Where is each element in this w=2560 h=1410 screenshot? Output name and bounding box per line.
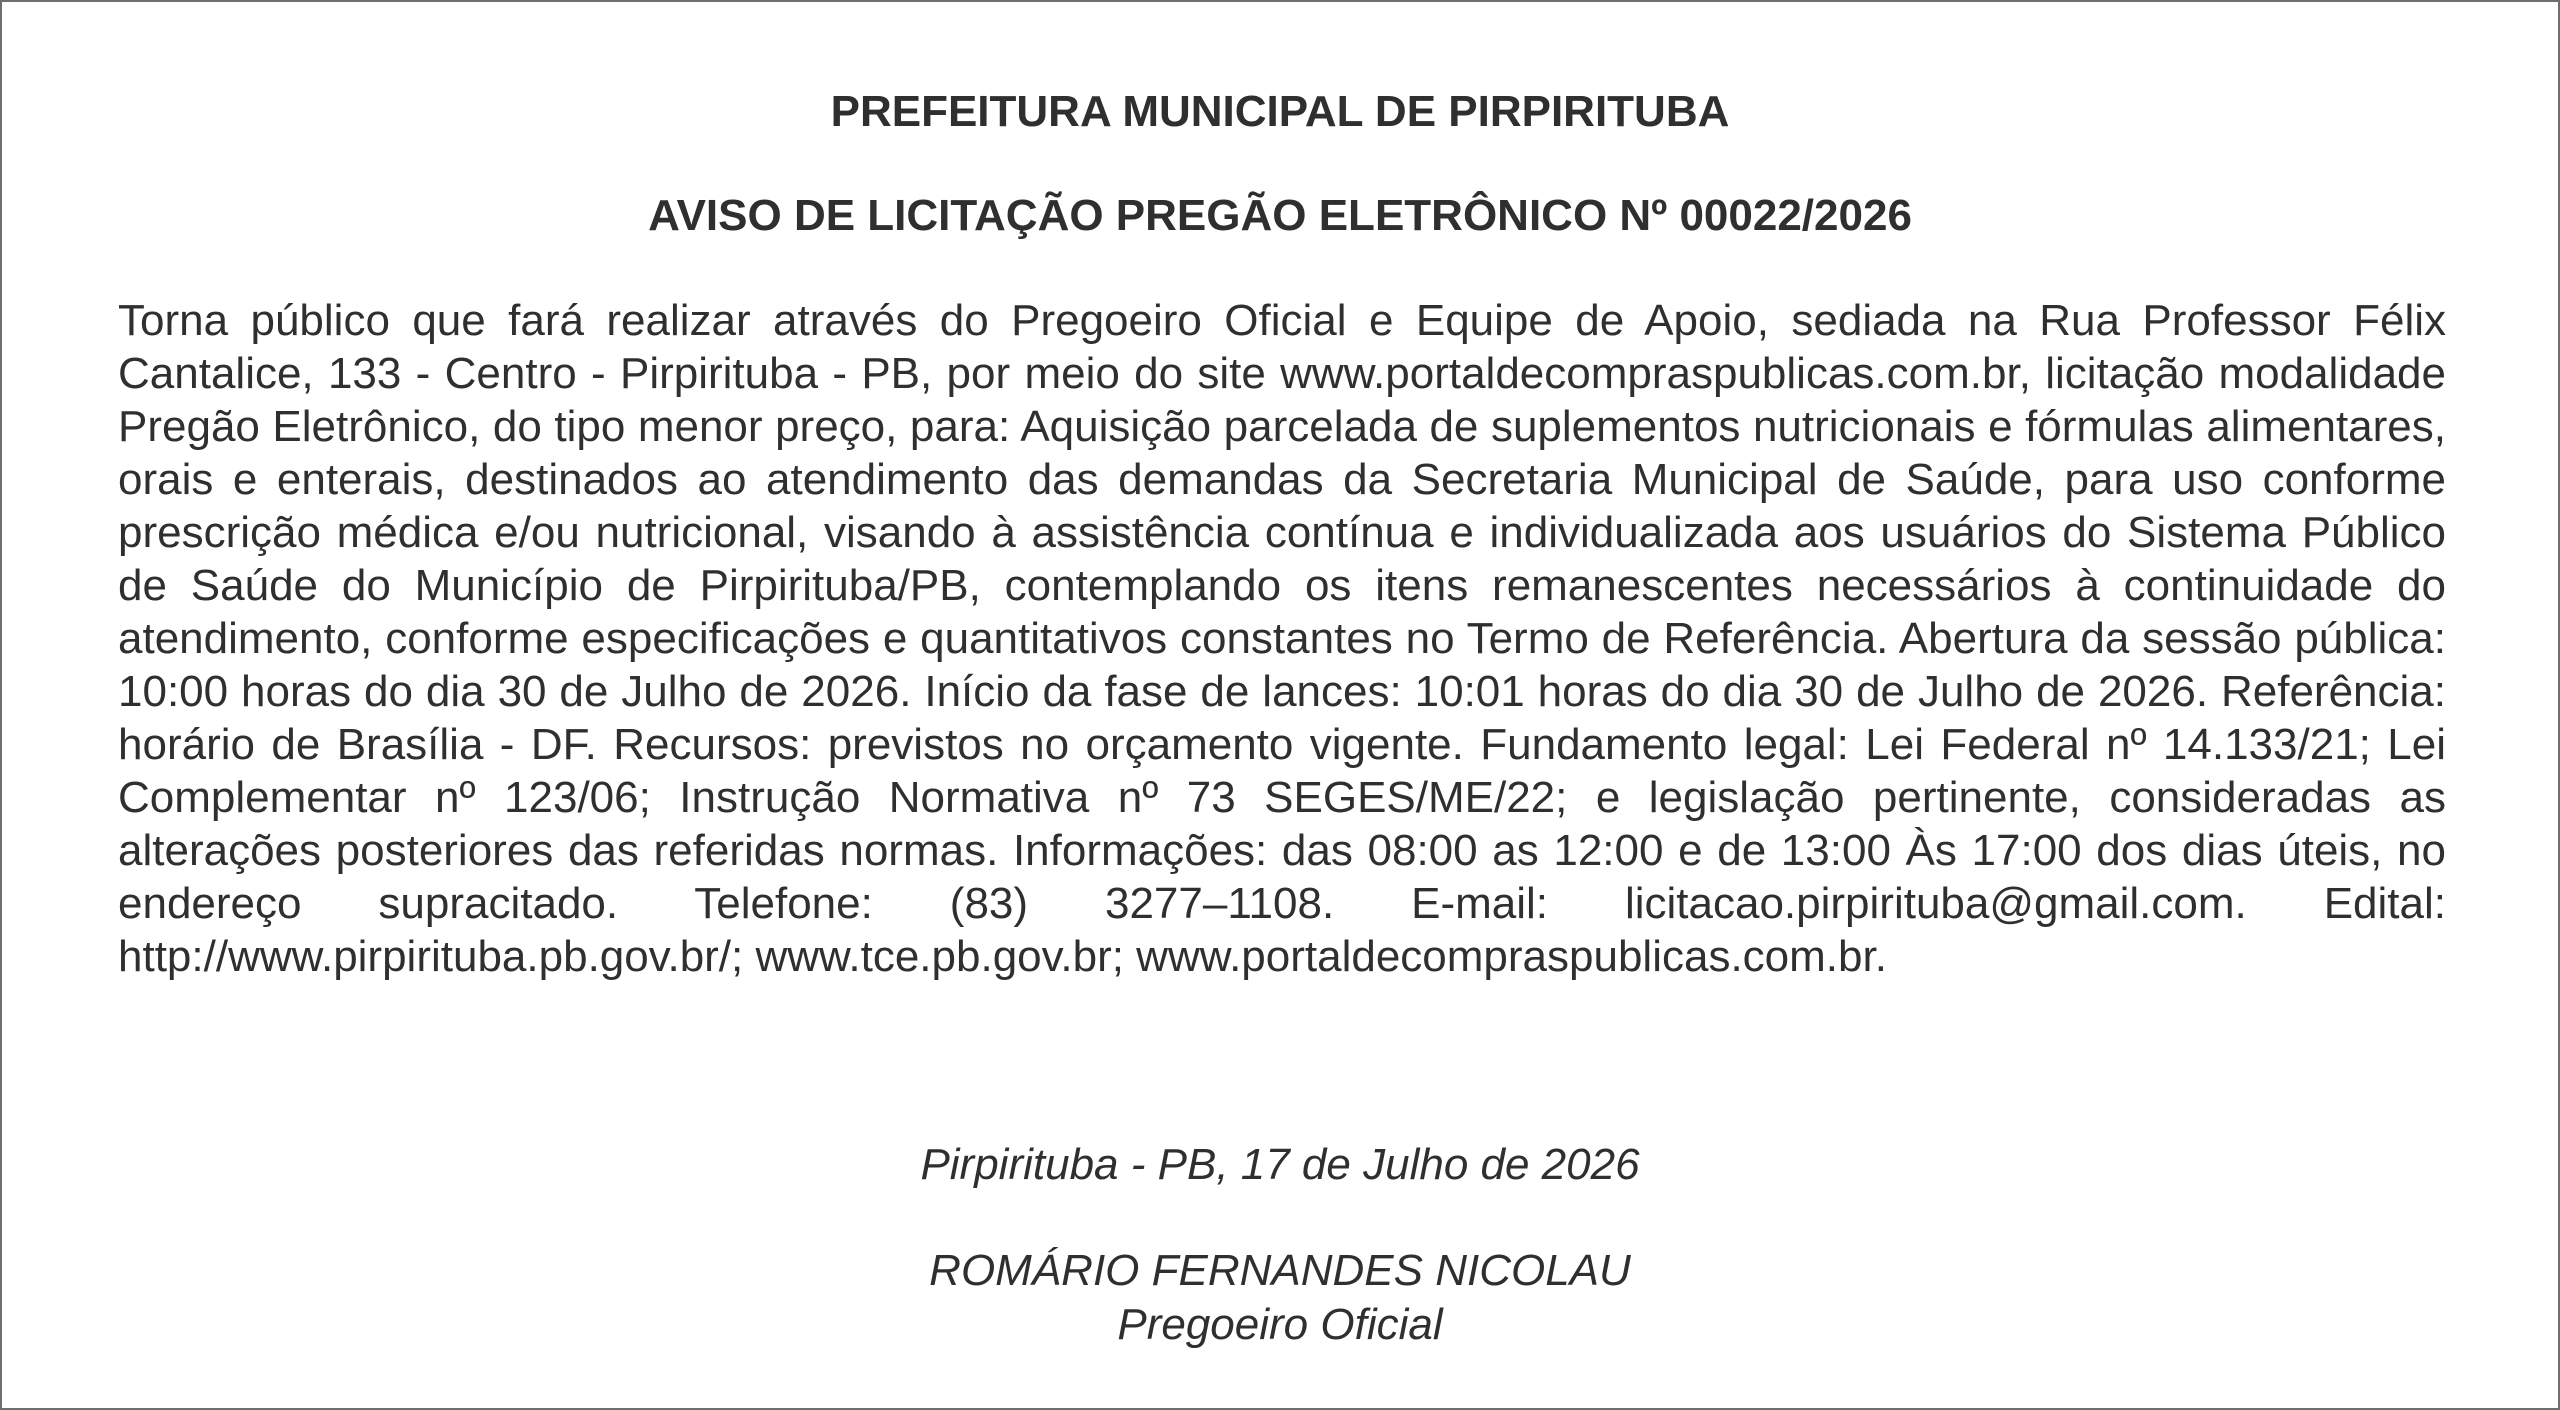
issuing-entity: PREFEITURA MUNICIPAL DE PIRPIRITUBA bbox=[830, 87, 1730, 136]
notice-body: Torna público que fará realizar através do Pregoeiro Oficial e Equipe de Apoio, sediada na Rua Professor Félix Cantalice, 133 - Centro - Pirpirituba - PB, por meio do site www.portaldecompraspublicas.com.br, licitação modalidade Pregão Eletrônico, do tipo menor preço, para: Aquisição parcelada de suplementos nutricionais e fórmulas alimentares, orais e enterais, destinados ao atendimento das demandas da Secretaria Municipal de Saúde, para uso conforme prescrição médica e/ou nutricional, visando à assistência contínua e individualizada aos usuários do Sistema Público de Saúde do Município de Pirpirituba/PB, contemplando os itens remanescentes necessários à continuidade do atendimento, conforme especificações e quantitativos constantes no Termo de Referência. Abertura da sessão pública: 10:00 horas do dia 30 de Julho de 2026. Início da fase de lances: 10:01 horas do dia 30 de Julho de 2026. Referência: horário de Brasília - DF. Recursos: previstos no orçamento vigente. Fundamento legal: Lei Federal nº 14.133/21; Lei Complementar nº 123/06; Instrução Normativa nº 73 SEGES/ME/22; e legislação pertinente, consideradas as alterações posteriores das referidas normas. Informações: das 08:00 as 12:00 e de 13:00 Às 17:00 dos dias úteis, no endereço supracitado. Telefone: (83) 3277–1108. E-mail: licitacao.pirpirituba@gmail.com. Edital: http://www.pirpirituba.pb.gov.br/; www.tce.pb.gov.br; www.portaldecompraspublicas.com.br. bbox=[118, 296, 2446, 981]
notice-title: AVISO DE LICITAÇÃO PREGÃO ELETRÔNICO Nº 00022/2026 bbox=[648, 191, 1912, 240]
signer-name: ROMÁRIO FERNANDES NICOLAU bbox=[929, 1246, 1631, 1295]
signer-role: Pregoeiro Oficial bbox=[1117, 1300, 1443, 1349]
place-date: Pirpirituba - PB, 17 de Julho de 2026 bbox=[920, 1140, 1640, 1189]
